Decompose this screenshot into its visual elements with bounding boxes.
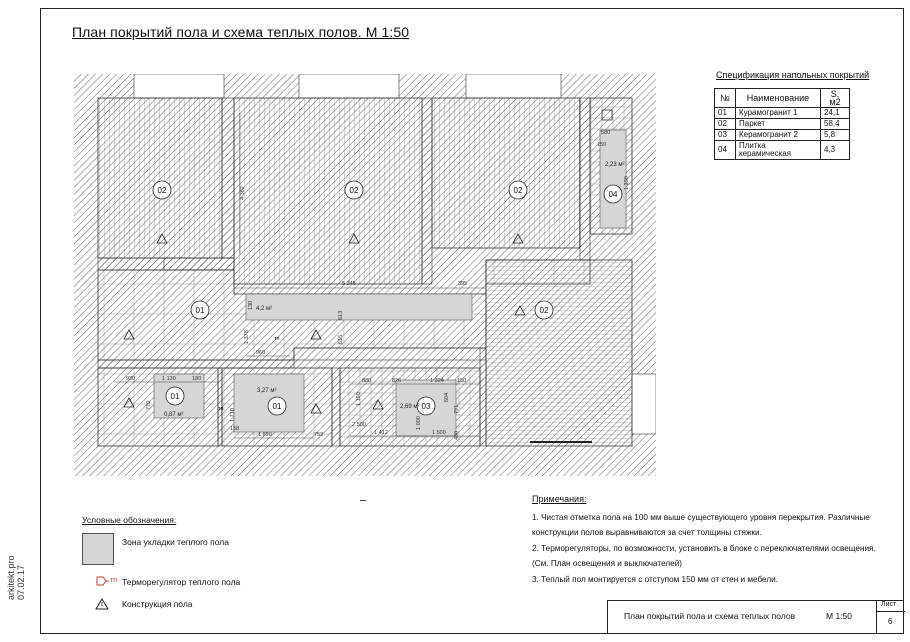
dimension-label: 180 <box>192 376 202 382</box>
dimension-label: 1 330 <box>624 176 630 190</box>
zone-label: 02 <box>349 186 359 195</box>
title-block-name: План покрытий пола и схема теплых полов <box>624 611 796 621</box>
spec-row <box>715 119 850 130</box>
dimension-label: 1 378 <box>244 330 250 344</box>
dimension-label: 960 <box>256 350 266 356</box>
triangle-icon <box>95 597 109 615</box>
notes-heading: Примечания: <box>532 494 587 504</box>
zone-label: 02 <box>539 306 549 315</box>
thermostat-symbol-text: тп <box>110 577 117 584</box>
dimension-label: 580 <box>601 130 611 136</box>
plan-mark <box>360 500 366 501</box>
zone-label: 04 <box>608 190 618 199</box>
area-label: 4,2 м² <box>256 306 273 312</box>
dimension-label: 158 <box>230 426 240 432</box>
spec-header-num: № <box>715 89 736 108</box>
zone-label: 01 <box>272 402 282 411</box>
spec-title: Спецификация напольных покрытий <box>716 70 870 80</box>
dimension-label: 150 <box>597 142 607 148</box>
legend-item-label: Конструкция пола <box>122 599 193 609</box>
spec-cell: 24,1 <box>821 108 850 119</box>
room-middle <box>234 98 422 284</box>
dimension-label: 1 324 <box>430 378 444 384</box>
dimension-label: 150 <box>457 378 467 384</box>
dimension-label: 615 <box>338 334 344 344</box>
spec-header-row <box>715 89 850 108</box>
zone-label: 03 <box>421 402 431 411</box>
dimension-label: 130 <box>248 300 254 310</box>
dimension-label: 770 <box>146 400 152 410</box>
side-label <box>6 490 26 600</box>
spec-cell: Курамогранит 1 <box>736 108 821 119</box>
dimension-label: 5 345 <box>342 281 356 287</box>
spec-cell: 5,8 <box>821 130 850 141</box>
dimension-label: 791 <box>454 404 460 414</box>
spec-cell: 03 <box>715 130 736 141</box>
dimension-label: 1 500 <box>432 430 446 436</box>
spec-header-name: Наименование <box>736 89 821 108</box>
dimension-label: 2 500 <box>352 422 366 428</box>
spec-header-area: S, м2 <box>821 89 850 108</box>
zone-label: 02 <box>157 186 167 195</box>
sheet-label: Лист <box>881 601 897 608</box>
heated-floor-swatch-icon <box>82 533 114 565</box>
spec-cell: 02 <box>715 119 736 130</box>
spec-cell: Керамогранит 2 <box>736 130 821 141</box>
sheet-divider <box>877 611 905 612</box>
spec-cell: Паркет <box>736 119 821 130</box>
spec-table <box>714 88 850 160</box>
legend-item-label: Терморегулятор теплого пола <box>122 577 241 587</box>
floor-plan <box>74 74 656 476</box>
note-line: конструкции полов выравниваются за счет толщины стяжки. <box>532 528 762 537</box>
spec-cell: Плитка керамическая <box>736 141 821 160</box>
dimension-label: 480 <box>454 430 460 440</box>
spec-cell: 04 <box>715 141 736 160</box>
zone-label: 01 <box>170 392 180 401</box>
heated-zone <box>246 294 472 320</box>
dimension-label: 1 710 <box>230 408 236 422</box>
dimension-label: 395 <box>458 281 468 287</box>
side-label-date: 07.02.17 <box>16 564 26 600</box>
thermostat-label: тп <box>274 336 280 342</box>
side-label-site: arkitekt.pro <box>6 555 16 600</box>
dimension-label: 1 412 <box>374 430 388 436</box>
dimension-label: 4 362 <box>240 186 246 200</box>
dimension-label: 1 130 <box>162 376 176 382</box>
area-label: 0,87 м² <box>164 412 184 418</box>
legend-item-label: Зона укладки теплого пола <box>122 537 229 547</box>
spec-row <box>715 141 850 160</box>
zone-label: 01 <box>195 306 205 315</box>
area-label: 2,69 м² <box>400 404 420 410</box>
drawing-title: План покрытий пола и схема теплых полов. М 1:50 <box>72 24 410 40</box>
title-block <box>607 600 904 634</box>
spec-row <box>715 130 850 141</box>
area-label: 3,27 м² <box>257 388 277 394</box>
spec-cell: 4,3 <box>821 141 850 160</box>
sheet-box <box>876 600 905 634</box>
dimension-label: 604 <box>444 392 450 402</box>
area-label: 2,23 м² <box>605 162 625 168</box>
note-line: 2. Терморегуляторы, по возможности, установить в блоке с переключателями освещения. <box>532 543 876 553</box>
dimension-label: 613 <box>338 310 344 320</box>
note-line: 1. Чистая отметка пола на 100 мм выше существующего уровня перекрытия. Различные <box>532 512 870 522</box>
room-living <box>486 260 632 446</box>
dimension-label: 1 000 <box>416 416 422 430</box>
note-line: 3. Теплый пол монтируется с отступом 150 мм от стен и мебели. <box>532 574 778 584</box>
legend-title: Условные обозначения: <box>82 515 177 525</box>
zone-label: 02 <box>513 186 523 195</box>
note-line: (См. План освещения и выключателей) <box>532 559 682 568</box>
thermostat-label: тп <box>218 406 224 412</box>
spec-cell: 58,4 <box>821 119 850 130</box>
dimension-label: 826 <box>392 378 402 384</box>
spec-cell: 01 <box>715 108 736 119</box>
room-right <box>432 98 580 248</box>
notes-block <box>532 492 892 587</box>
room-bedroom-left <box>98 98 222 258</box>
sheet-number: 6 <box>888 617 893 626</box>
dimension-label: 753 <box>314 432 324 438</box>
title-block-scale: М 1:50 <box>826 611 852 621</box>
dimension-label: 880 <box>362 378 372 384</box>
spec-row <box>715 108 850 119</box>
dimension-label: 1 890 <box>258 432 272 438</box>
dimension-label: 930 <box>126 376 136 382</box>
dimension-label: 1 190 <box>356 392 362 406</box>
